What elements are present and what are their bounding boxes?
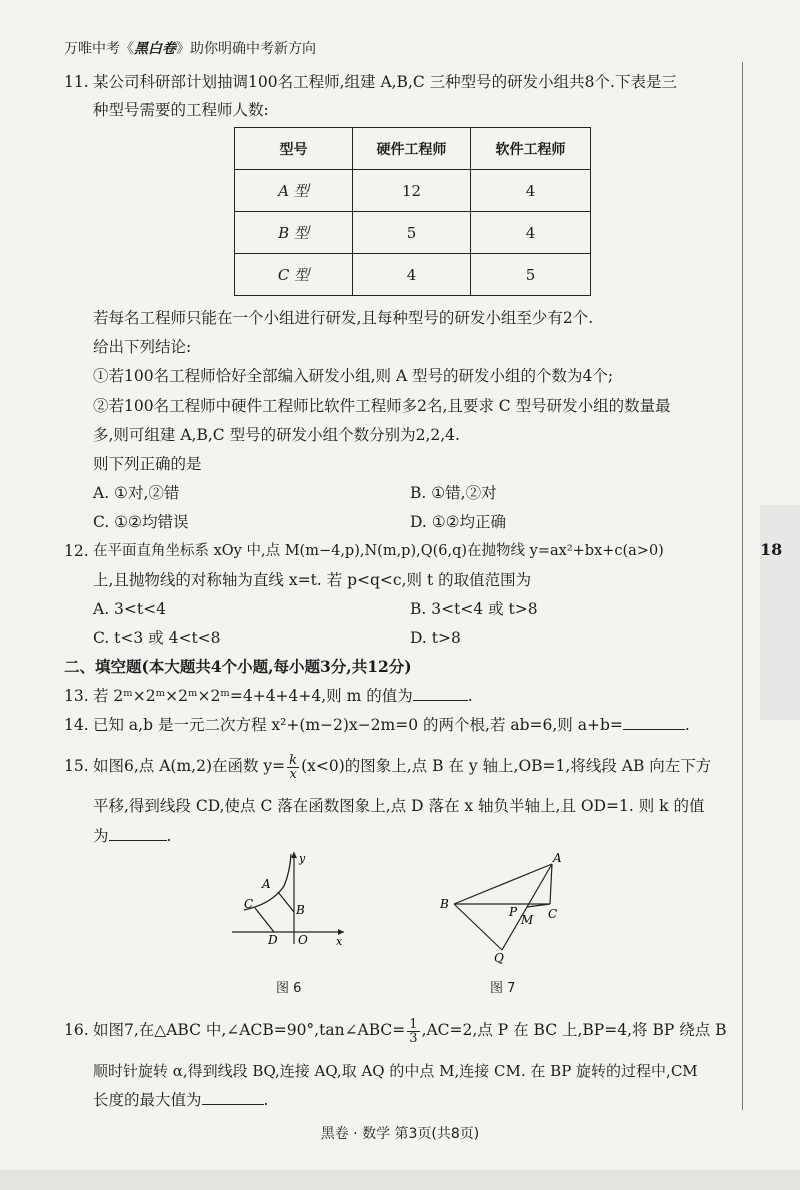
q12-option-d: D. t>8 bbox=[410, 629, 461, 647]
q12-line2: 上,且抛物线的对称轴为直线 x=t. 若 p<q<c,则 t 的取值范围为 bbox=[93, 571, 532, 589]
fig7-label-c: C bbox=[548, 907, 558, 921]
table-cell: 12 bbox=[353, 170, 471, 212]
figure-6 bbox=[222, 848, 352, 948]
q13-line bbox=[93, 686, 473, 706]
fig6-caption: 图 6 bbox=[276, 981, 302, 996]
q14-end: . bbox=[684, 716, 690, 734]
fig7-caption: 图 7 bbox=[490, 981, 516, 996]
margin-band bbox=[760, 505, 800, 720]
q16-text-b: ,AC=2,点 P 在 BC 上,BP=4,将 BP 绕点 B bbox=[421, 1021, 727, 1039]
q16-line1 bbox=[93, 1012, 727, 1048]
fig6-segment-cd bbox=[255, 908, 274, 932]
bottom-edge bbox=[0, 1170, 800, 1190]
table-header-row bbox=[235, 128, 591, 170]
fig7-label-q: Q bbox=[494, 951, 504, 964]
table-cell: B 型 bbox=[235, 212, 353, 254]
table-cell: A 型 bbox=[235, 170, 353, 212]
q16-line2: 顺时针旋转 α,得到线段 BQ,连接 AQ,取 AQ 的中点 M,连接 CM. 在 BP 旋转的过程中,CM bbox=[93, 1062, 698, 1080]
table-row bbox=[235, 254, 591, 296]
q16-text-a: 如图7,在△ABC 中,∠ACB=90°,tan∠ABC= bbox=[93, 1021, 406, 1039]
q15-line2: 平移,得到线段 CD,使点 C 落在函数图象上,点 D 落在 x 轴负半轴上,且 OD=1. 则 k 的值 bbox=[93, 797, 705, 815]
q13-number: 13. bbox=[64, 687, 89, 705]
table-cell: 4 bbox=[471, 212, 591, 254]
q14-number: 14. bbox=[64, 716, 89, 734]
fig7-label-b: B bbox=[440, 897, 449, 911]
q11-option-d: D. ①②均正确 bbox=[410, 513, 507, 531]
page-header: 万唯中考《黑白卷》助你明确中考新方向 bbox=[64, 41, 316, 57]
q12-option-c: C. t<3 或 4<t<8 bbox=[93, 629, 221, 647]
fig6-label-d: D bbox=[268, 933, 278, 947]
table-header-cell: 型号 bbox=[235, 128, 353, 170]
q13-end: . bbox=[467, 687, 473, 705]
fig7-label-p: P bbox=[509, 905, 518, 919]
q15-text-a: 如图6,点 A(m,2)在函数 y= bbox=[93, 757, 286, 775]
q16-number: 16. bbox=[64, 1021, 89, 1039]
fraction-denominator: x bbox=[289, 766, 297, 782]
q11-line8: 则下列正确的是 bbox=[93, 455, 202, 473]
q11-line3: 若每名工程师只能在一个小组进行研发,且每种型号的研发小组至少有2个. bbox=[93, 309, 594, 327]
page-footer: 黑卷 · 数学 第3页(共8页) bbox=[320, 1126, 480, 1142]
fig6-label-b: B bbox=[296, 903, 305, 917]
q11-line1: 某公司科研部计划抽调100名工程师,组建 A,B,C 三种型号的研发小组共8个.下表是三 bbox=[93, 73, 677, 91]
q12-option-b: B. 3<t<4 或 t>8 bbox=[410, 600, 538, 618]
q16-line3 bbox=[93, 1090, 268, 1110]
q11-option-b: B. ①错,②对 bbox=[410, 484, 497, 502]
q15-fraction bbox=[287, 754, 299, 781]
table-cell: 4 bbox=[353, 254, 471, 296]
side-page-number: 18 bbox=[760, 540, 783, 559]
q11-line7: 多,则可组建 A,B,C 型号的研发小组个数分别为2,2,4. bbox=[93, 426, 460, 444]
q11-number: 11. bbox=[64, 73, 89, 91]
q15-end: . bbox=[166, 827, 172, 845]
table-cell: 5 bbox=[471, 254, 591, 296]
fig7-segment-ac bbox=[550, 864, 552, 904]
fraction-numerator: k bbox=[289, 752, 298, 768]
q13-text: 若 2ᵐ×2ᵐ×2ᵐ×2ᵐ=4+4+4+4,则 m 的值为 bbox=[93, 687, 413, 705]
figure-7 bbox=[436, 852, 566, 964]
q12-option-a: A. 3<t<4 bbox=[93, 600, 166, 618]
q14-answer-blank bbox=[623, 715, 685, 730]
fig6-label-x: x bbox=[336, 935, 343, 948]
fig7-label-a: A bbox=[553, 852, 562, 865]
fig6-label-a: A bbox=[262, 877, 271, 891]
q11-option-a: A. ①对,②错 bbox=[93, 484, 180, 502]
fig7-segment-ba bbox=[454, 864, 552, 904]
fraction-denominator: 3 bbox=[409, 1030, 418, 1046]
table-header-cell: 软件工程师 bbox=[471, 128, 591, 170]
table-cell: 4 bbox=[471, 170, 591, 212]
q11-line4: 给出下列结论: bbox=[93, 338, 192, 356]
margin-rule bbox=[742, 62, 743, 1110]
q16-fraction bbox=[407, 1018, 419, 1045]
q14-text: 已知 a,b 是一元二次方程 x²+(m−2)x−2m=0 的两个根,若 ab=6,则 a+b= bbox=[93, 716, 623, 734]
q14-line bbox=[93, 715, 690, 735]
q16-end: . bbox=[263, 1091, 269, 1109]
q11-option-c: C. ①②均错误 bbox=[93, 513, 189, 531]
q16-text-c: 长度的最大值为 bbox=[93, 1091, 202, 1109]
q15-line3 bbox=[93, 826, 171, 846]
q15-answer-blank bbox=[109, 826, 167, 841]
fig6-segment-ab bbox=[278, 892, 294, 912]
q15-line1 bbox=[93, 748, 711, 784]
fig6-label-o: O bbox=[298, 933, 308, 947]
q15-text-c: 为 bbox=[93, 827, 109, 845]
fraction-numerator: 1 bbox=[409, 1016, 418, 1032]
table-row bbox=[235, 212, 591, 254]
fig7-label-m: M bbox=[521, 913, 534, 927]
table-cell: 5 bbox=[353, 212, 471, 254]
q11-line2: 种型号需要的工程师人数: bbox=[93, 101, 269, 119]
q11-line5: ①若100名工程师恰好全部编入研发小组,则 A 型号的研发小组的个数为4个; bbox=[93, 367, 614, 385]
q11-line6: ②若100名工程师中硬件工程师比软件工程师多2名,且要求 C 型号研发小组的数量最 bbox=[93, 397, 671, 415]
q15-text-b: (x<0)的图象上,点 B 在 y 轴上,OB=1,将线段 AB 向左下方 bbox=[301, 757, 712, 775]
table-header-cell: 硬件工程师 bbox=[353, 128, 471, 170]
fig7-segment-bq bbox=[454, 904, 502, 950]
table-row bbox=[235, 170, 591, 212]
q16-answer-blank bbox=[202, 1090, 264, 1105]
engineer-table bbox=[234, 127, 591, 296]
q12-line1: 在平面直角坐标系 xOy 中,点 M(m−4,p),N(m,p),Q(6,q)在抛物线 y=ax²+bx+c(a>0) bbox=[93, 543, 664, 559]
q12-number: 12. bbox=[64, 542, 89, 560]
fig6-label-y: y bbox=[299, 852, 306, 865]
fig6-y-arrow bbox=[291, 852, 297, 858]
table-cell: C 型 bbox=[235, 254, 353, 296]
fig6-label-c: C bbox=[244, 897, 254, 911]
q15-number: 15. bbox=[64, 757, 89, 775]
section-heading: 二、填空题(本大题共4个小题,每小题3分,共12分) bbox=[64, 657, 412, 676]
q13-answer-blank bbox=[413, 686, 468, 701]
